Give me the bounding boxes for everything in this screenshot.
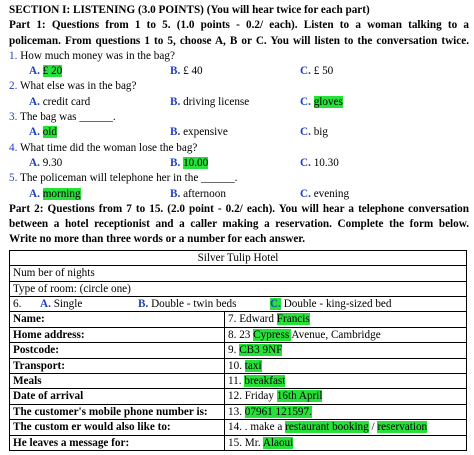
form-row-request (10, 420, 467, 435)
selected-answer: 10.00 (183, 156, 209, 169)
question-1-options (9, 64, 469, 79)
selected-answer: £ 20 (42, 65, 63, 78)
row-value[interactable]: 9. CB3 9NF (225, 343, 467, 358)
question-2-options (9, 95, 469, 110)
section-title: SECTION I: LISTENING (3.0 POINTS) (You will hear twice for each part) (9, 4, 370, 16)
option-b[interactable]: B. expensive (170, 126, 228, 139)
selected-answer: morning (42, 187, 81, 200)
option-a[interactable]: A. morning (29, 187, 81, 200)
question-number: 5. (9, 172, 18, 185)
filled-answer: Alaoui (262, 436, 294, 449)
form-row-name (10, 312, 467, 327)
question-2 (9, 79, 469, 94)
row-value[interactable]: 14. . make a restaurant booking / reservation (225, 420, 467, 435)
form-row-message (10, 435, 467, 450)
option-a[interactable]: A. £ 20 (29, 65, 63, 78)
option-a[interactable]: A. 9.30 (29, 156, 63, 169)
room-question-number: 6. (13, 297, 22, 310)
question-text: What time did the woman lose the bag? (20, 141, 198, 154)
filled-answer-alt: reservation (377, 421, 428, 434)
row-label: Postcode: (10, 343, 225, 358)
room-option-b[interactable]: B. Double - twin beds (138, 297, 237, 310)
row-value[interactable]: 7. Edward Francis (225, 312, 467, 327)
option-c[interactable]: C. £ 50 (300, 65, 334, 78)
question-number: 3. (9, 111, 18, 124)
part1-intro-line-2: policeman. From questions 1 to 5, choose A, B or C. You will listen to the conversation twice. (9, 34, 469, 47)
question-4-options (9, 156, 469, 171)
form-row-transport (10, 358, 467, 373)
question-text: What else was in the bag? (20, 80, 137, 93)
filled-answer: restaurant booking (285, 421, 369, 434)
question-number: 1. (9, 49, 18, 62)
room-option-c[interactable]: C. Double - king-sized bed (270, 297, 392, 310)
option-a[interactable]: A. old (29, 126, 57, 139)
row-label: He leaves a message for: (10, 435, 225, 450)
question-5-options (9, 187, 469, 202)
reservation-form-table (9, 250, 467, 451)
form-nights-row (10, 266, 467, 281)
question-1 (9, 49, 469, 64)
row-label: Meals (10, 374, 225, 389)
filled-answer: Cypress (253, 328, 292, 341)
nights-label: Num ber of nights (10, 266, 467, 281)
form-row-phone (10, 404, 467, 419)
question-number: 4. (9, 141, 18, 154)
filled-answer: Francis (276, 313, 310, 326)
question-text: How much money was in the bag? (20, 49, 175, 62)
row-label: Home address: (10, 327, 225, 342)
option-c[interactable]: C. 10.30 (300, 156, 339, 169)
form-row-meals (10, 374, 467, 389)
form-room-options-row (10, 296, 467, 311)
row-value[interactable]: 15. Mr. Alaoui (225, 435, 467, 450)
row-value[interactable]: 13. 07961 121597. (225, 404, 467, 419)
question-3 (9, 110, 469, 125)
form-row-postcode (10, 343, 467, 358)
option-b[interactable]: B. afternoon (170, 187, 226, 200)
filled-answer: breakfast (244, 375, 286, 387)
part2-intro-line-1: Part 2: Questions from 7 to 15. (2.0 point - 0.2/ each). You will hear a telephone conversation (9, 202, 469, 215)
question-text: The policeman will telephone her in the ______. (20, 172, 238, 185)
row-label: The customer's mobile phone number is: (10, 404, 225, 419)
question-4 (9, 141, 469, 156)
form-row-address (10, 327, 467, 342)
form-title-row (10, 250, 467, 265)
filled-answer: 07961 121597. (244, 405, 312, 418)
option-a[interactable]: A. credit card (29, 95, 91, 108)
part2-intro-line-2: between a hotel receptionist and a caller making a reservation. Complete the form below. (9, 218, 469, 231)
question-5 (9, 171, 469, 186)
option-b[interactable]: B. £ 40 (170, 65, 203, 78)
row-value[interactable]: 10. taxi (225, 358, 467, 373)
row-label: Name: (10, 312, 225, 327)
row-label: Date of arrival (10, 389, 225, 404)
filled-answer: 16th April (276, 390, 323, 403)
row-value[interactable]: 12. Friday 16th April (225, 389, 467, 404)
question-3-options (9, 125, 469, 140)
row-value[interactable]: 11. breakfast (225, 374, 467, 389)
question-text: The bag was ______. (20, 111, 116, 124)
filled-answer: CB3 9NF (239, 344, 283, 357)
form-title: Silver Tulip Hotel (10, 250, 467, 265)
option-b[interactable]: B. 10.00 (170, 156, 209, 169)
question-number: 2. (9, 80, 18, 93)
room-option-a[interactable]: A. Single (40, 297, 83, 310)
part2-intro-line-3: Write no more than three words or a number for each answer. (9, 233, 306, 246)
option-c[interactable]: C. gloves (300, 95, 343, 108)
selected-answer: gloves (313, 95, 343, 108)
selected-answer: old (42, 126, 57, 139)
form-room-type-row (10, 281, 467, 296)
row-label: The custom er would also like to: (10, 420, 225, 435)
room-type-label: Type of room: (circle one) (10, 281, 467, 296)
selected-answer: C. (270, 297, 281, 310)
row-label: Transport: (10, 358, 225, 373)
form-row-arrival-date (10, 389, 467, 404)
part1-intro-line-1: Part 1: Questions from 1 to 5. (1.0 points - 0.2/ each). Listen to a woman talking to a (9, 19, 469, 32)
filled-answer: taxi (244, 359, 262, 372)
option-c[interactable]: C. evening (300, 187, 350, 200)
option-b[interactable]: B. driving license (170, 95, 250, 108)
option-c[interactable]: C. big (300, 126, 328, 139)
row-value[interactable]: 8. 23 Cypress Avenue, Cambridge (225, 327, 467, 342)
